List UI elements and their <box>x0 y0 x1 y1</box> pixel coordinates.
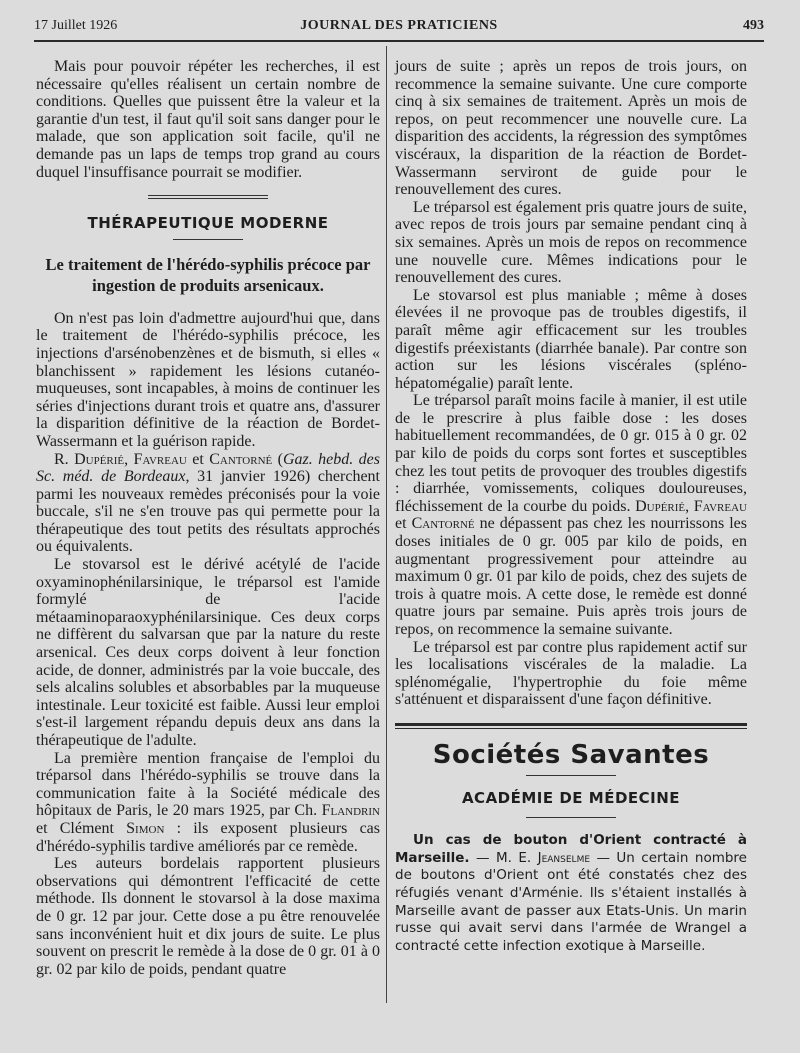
author-name: Dupérié <box>635 497 686 515</box>
author-name: Cantorné <box>411 515 475 533</box>
notice-title: Un cas de bouton d'Orient contracté à Marseille. <box>395 832 747 866</box>
left-column <box>36 58 380 978</box>
rubric-rule <box>173 239 243 240</box>
article-paragraph-7: Le tréparsol est également pris quatre jours de suite, avec repos de trois jours par semaine pendant cinq à six semaines. Après un mois de repos on recommence une nouvelle cure. Mêmes indications pour le renouvellement des cures. <box>395 198 747 287</box>
academy-notice: Un cas de bouton d'Orient contracté à Marseille. — M. E. Jeanselme — Un certain nombre de boutons d'Orient ont été constatés chez des réfugiés venant d'Arménie. Ils s'étaient installés à Marseille avant de passer aux Etats-Unis. Un marin russe qui avait servi dans l'armée de Wrangel a contracté cette infection exotique à Marseille. <box>395 832 747 954</box>
author-name: Favreau <box>133 450 187 468</box>
article-paragraph-8: Le stovarsol est plus maniable ; même à doses élevées il ne provoque pas de troubles digestifs, il paraît même agir efficacement sur les troubles digestifs préexistants (diarrhée banale). Par contre son action sur les lésions viscérales (spléno-hépatomégalie) paraît lente. <box>395 286 747 392</box>
article-title: Le traitement de l'hérédo-syphilis précoce par ingestion de produits arsenicaux. <box>45 254 371 295</box>
journal-reference: Gaz. hebd. des Sc. méd. de Bordeaux <box>36 450 381 486</box>
author-name: Dupérié <box>74 450 125 468</box>
article-paragraph-1: On n'est pas loin d'admettre aujourd'hui que, dans le traitement de l'hérédo-syphilis précoce, les injections d'arsénobenzènes et de bismuth, si elles « blanchissent » rapidement les lésions cutanéo-muqueuses, sont incapables, à moins de continuer les séries d'injections durant trois et quatre ans, d'assurer la disparition définitive de la réaction de Bordet-Wassermann et la guérison rapide. <box>36 309 380 450</box>
article-paragraph-2: R. Dupérié, Favreau et Cantorné (Gaz. hebd. des Sc. méd. de Bordeaux, 31 janvier 1926) cherchent parmi les nouveaux remèdes préconisés pour la voie buccale, s'il ne s'en trouve pas qui permette pour la thérapeutique des tout petits des résultats approchés ou équivalents. <box>36 450 381 556</box>
right-column <box>395 58 747 955</box>
subsection-heading: ACADÉMIE DE MÉDECINE <box>461 788 681 807</box>
article-paragraph-9: Le tréparsol paraît moins facile à manier, il est utile de le prescrire à plus faible dose : les doses habituellement recommandées, de 0 gr. 015 à 0 gr. 02 par kilo de poids du corps sont fortes et susceptibles chez les tout petits de provoquer des troubles digestifs : diarrhée, vomissements, coliques douloureuses, fléchissement de la courbe du poids. Dupérié, Favreau et Cantorné ne dépassent pas chez les nourrissons les doses initiales de 0 gr. 005 par kilo de poids, en augmentant progressivement pour atteindre au maximum 0 gr. 01 par kilo de poids, chez des sujets de trois à quatre mois. A cette dose, le remède est donné quatre jours par semaine. Puis après trois jours de repos, on recommence la semaine suivante. <box>395 392 748 638</box>
running-head <box>34 18 764 40</box>
subsection-rule <box>526 817 616 818</box>
author-name: Cantorné <box>209 450 273 468</box>
article-paragraph-5: Les auteurs bordelais rapportent plusieurs observations qui démontrent l'efficacité de cette méthode. Ils donnent le stovarsol à la dose maxima de 0 gr. 12 par jour. Cette dose a pu être renouvelée sans inconvénient huit et dix jours de suite. Le plus souvent on prescrit le remède à la dose de 0 gr. 01 à 0 gr. 02 par kilo de poids, pendant quatre <box>36 855 380 978</box>
article-paragraph-3: Le stovarsol est le dérivé acétylé de l'acide oxyaminophénilarsinique, le tréparsol est l'amide formylé de l'acide métaaminoparaoxyphénilarsinique. Ces deux corps ne diffèrent du salvarsan que par la nature du reste arsenical. Ces deux corps doivent à leur fonction acide, de donner, administrés par la voie buccale, des sels alcalins solubles et absorbables par la muqueuse intestinale. Leur toxicité est faible. Aussi leur emploi s'est-il largement répandu depuis deux ans dans la thérapeutique de l'adulte. <box>36 556 380 749</box>
intro-paragraph: Mais pour pouvoir répéter les recherches, il est nécessaire qu'elles réalisent un certain nombre de conditions. Quelles que puissent être la valeur et la garantie d'un test, il faut qu'il soit sans danger pour le malade, que son application soit facile, qu'il ne demande pas un laps de temps trop grand au cours duquel l'insuffisance pourrait se modifier. <box>36 58 380 181</box>
separator-rule <box>148 195 268 199</box>
journal-title: JOURNAL DES PRATICIENS <box>300 18 498 33</box>
page-number: 493 <box>743 18 764 33</box>
rubric-heading: THÉRAPEUTIQUE MODERNE <box>87 214 329 233</box>
section-title: Sociétés Savantes <box>432 739 710 770</box>
issue-date: 17 Juillet 1926 <box>34 18 118 33</box>
section-title-rule <box>526 775 616 776</box>
author-name: Simon <box>126 819 165 837</box>
author-name: Jeanselme <box>537 849 591 866</box>
header-rule <box>34 40 764 42</box>
author-name: Favreau <box>693 497 747 515</box>
author-name: Flandrin <box>321 802 380 820</box>
article-paragraph-10: Le tréparsol est par contre plus rapidement actif sur les localisations viscérales de la maladie. La splénomégalie, l'hypertrophie du foie même s'atténuent et disparaissent d'une façon définitive. <box>395 638 747 709</box>
article-paragraph-6: jours de suite ; après un repos de trois jours, on recommence la semaine suivante. Une cure comporte cinq à six semaines de traitement. Après un mois de repos, on peut recommencer une nouvelle cure. La disparition des accidents, la régression des symptômes viscéraux, la disparition de la réaction de Bordet-Wassermann serviront de guide pour le renouvellement des cures. <box>395 58 747 199</box>
article-paragraph-4: La première mention française de l'emploi du tréparsol dans l'hérédo-syphilis se trouve dans la communication faite à la Société médicale des hôpitaux de Paris, le 20 mars 1925, par Ch. Flandrin et Clément Simon : ils exposent plusieurs cas d'hérédo-syphilis tardive améliorés par ce remède. <box>36 749 381 855</box>
column-divider <box>386 46 387 1003</box>
section-rule <box>395 723 747 729</box>
